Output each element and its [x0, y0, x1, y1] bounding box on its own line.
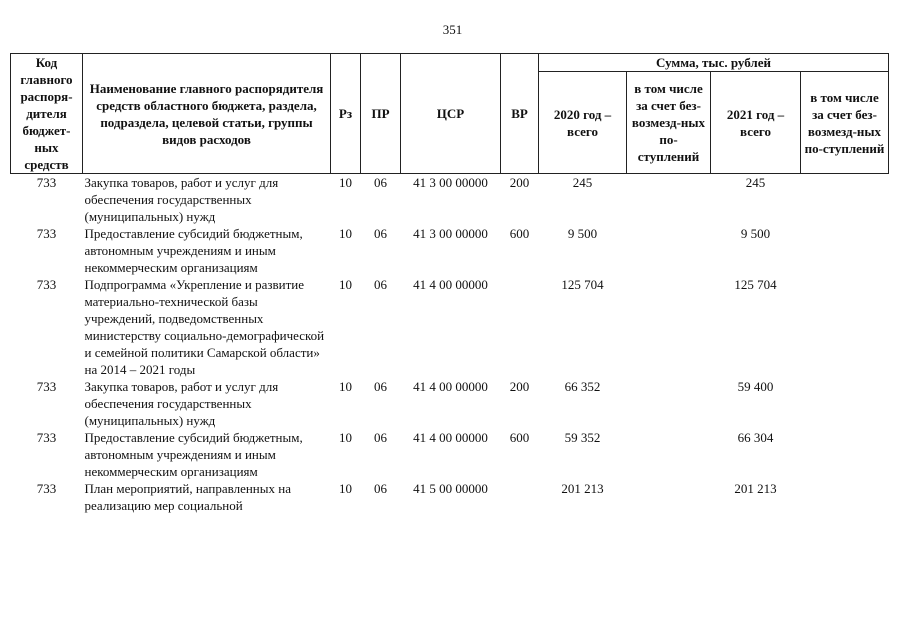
- page-number: 351: [442, 22, 463, 37]
- header-pr: ПР: [361, 54, 401, 174]
- cell-vr: 200: [509, 379, 530, 394]
- cell-2020-total: 245: [572, 175, 593, 190]
- cell-csr: 41 4 00 00000: [413, 277, 488, 292]
- cell-rz: 10: [339, 481, 352, 496]
- cell-2021-total: 201 213: [734, 481, 777, 496]
- cell-pr: 06: [374, 175, 387, 190]
- cell-pr: 06: [374, 226, 387, 241]
- cell-2021-gratuitous: [801, 378, 889, 429]
- table-header: [11, 54, 889, 174]
- cell-rz: 10: [339, 379, 352, 394]
- budget-table: [10, 53, 889, 514]
- cell-2020-gratuitous: [627, 174, 711, 226]
- cell-2020-gratuitous: [627, 480, 711, 514]
- cell-csr: 41 3 00 00000: [413, 226, 488, 241]
- cell-vr: 600: [509, 226, 530, 241]
- table-row: [11, 174, 889, 226]
- cell-code: 733: [36, 175, 57, 190]
- cell-code: 733: [36, 277, 57, 292]
- cell-code: 733: [36, 379, 57, 394]
- cell-vr: 200: [509, 175, 530, 190]
- cell-2020-total: 66 352: [564, 379, 601, 394]
- cell-2021-total: 125 704: [734, 277, 777, 292]
- cell-2021-gratuitous: [801, 429, 889, 480]
- cell-vr: [501, 276, 539, 378]
- table-row: [11, 480, 889, 514]
- cell-name: Предоставление субсидий бюджетным, автономным учреждениям и иным некоммерческим организациям: [84, 430, 303, 479]
- cell-vr: [501, 480, 539, 514]
- cell-2021-gratuitous: [801, 174, 889, 226]
- cell-2020-gratuitous: [627, 378, 711, 429]
- header-rz: Рз: [331, 54, 361, 174]
- cell-2021-gratuitous: [801, 480, 889, 514]
- cell-name: Закупка товаров, работ и услуг для обеспечения государственных (муниципальных) нужд: [84, 175, 279, 224]
- cell-csr: 41 4 00 00000: [413, 379, 488, 394]
- cell-2021-total: 9 500: [740, 226, 771, 241]
- cell-rz: 10: [339, 277, 352, 292]
- cell-pr: 06: [374, 430, 387, 445]
- cell-2020-total: 59 352: [564, 430, 601, 445]
- cell-pr: 06: [374, 379, 387, 394]
- cell-vr: 600: [509, 430, 530, 445]
- cell-name: Предоставление субсидий бюджетным, автономным учреждениям и иным некоммерческим организациям: [84, 226, 303, 275]
- cell-2020-total: 125 704: [561, 277, 604, 292]
- header-csr: ЦСР: [401, 54, 501, 174]
- cell-code: 733: [36, 226, 57, 241]
- header-sum: Сумма, тыс. рублей: [539, 54, 889, 72]
- table-row: [11, 378, 889, 429]
- cell-2020-gratuitous: [627, 276, 711, 378]
- header-2020-total: 2020 год – всего: [539, 72, 627, 174]
- cell-rz: 10: [339, 430, 352, 445]
- cell-name: Закупка товаров, работ и услуг для обеспечения государственных (муниципальных) нужд: [84, 379, 279, 428]
- header-2021-total: 2021 год – всего: [711, 72, 801, 174]
- cell-rz: 10: [339, 226, 352, 241]
- cell-csr: 41 3 00 00000: [413, 175, 488, 190]
- header-2020-gratuitous: в том числе за счет без-возмезд-ных по-ступлений: [627, 72, 711, 174]
- cell-2021-total: 66 304: [737, 430, 774, 445]
- cell-code: 733: [36, 430, 57, 445]
- cell-2020-total: 9 500: [567, 226, 598, 241]
- cell-pr: 06: [374, 481, 387, 496]
- table-row: [11, 429, 889, 480]
- header-code: Код главного распоря-дителя бюджет-ных средств: [11, 54, 83, 174]
- table-row: [11, 225, 889, 276]
- cell-name: План мероприятий, направленных на реализацию мер социальной: [84, 481, 291, 513]
- cell-2021-total: 59 400: [737, 379, 774, 394]
- cell-2020-gratuitous: [627, 225, 711, 276]
- cell-code: 733: [36, 481, 57, 496]
- cell-2021-gratuitous: [801, 276, 889, 378]
- cell-rz: 10: [339, 175, 352, 190]
- cell-pr: 06: [374, 277, 387, 292]
- header-vr: ВР: [501, 54, 539, 174]
- cell-csr: 41 5 00 00000: [413, 481, 488, 496]
- cell-2020-total: 201 213: [561, 481, 604, 496]
- table-row: [11, 276, 889, 378]
- cell-2020-gratuitous: [627, 429, 711, 480]
- cell-name: Подпрограмма «Укрепление и развитие материально-технической базы учреждений, подведомственных министерству социально-демографической и семейной политики Самарской области» на 2014 – 2021 годы: [84, 277, 325, 377]
- cell-2021-gratuitous: [801, 225, 889, 276]
- cell-csr: 41 4 00 00000: [413, 430, 488, 445]
- cell-2021-total: 245: [745, 175, 766, 190]
- header-2021-gratuitous: в том числе за счет без-возмезд-ных по-ступлений: [801, 72, 889, 174]
- header-name: Наименование главного распорядителя средств областного бюджета, раздела, подраздела, целевой статьи, группы видов расходов: [83, 54, 331, 174]
